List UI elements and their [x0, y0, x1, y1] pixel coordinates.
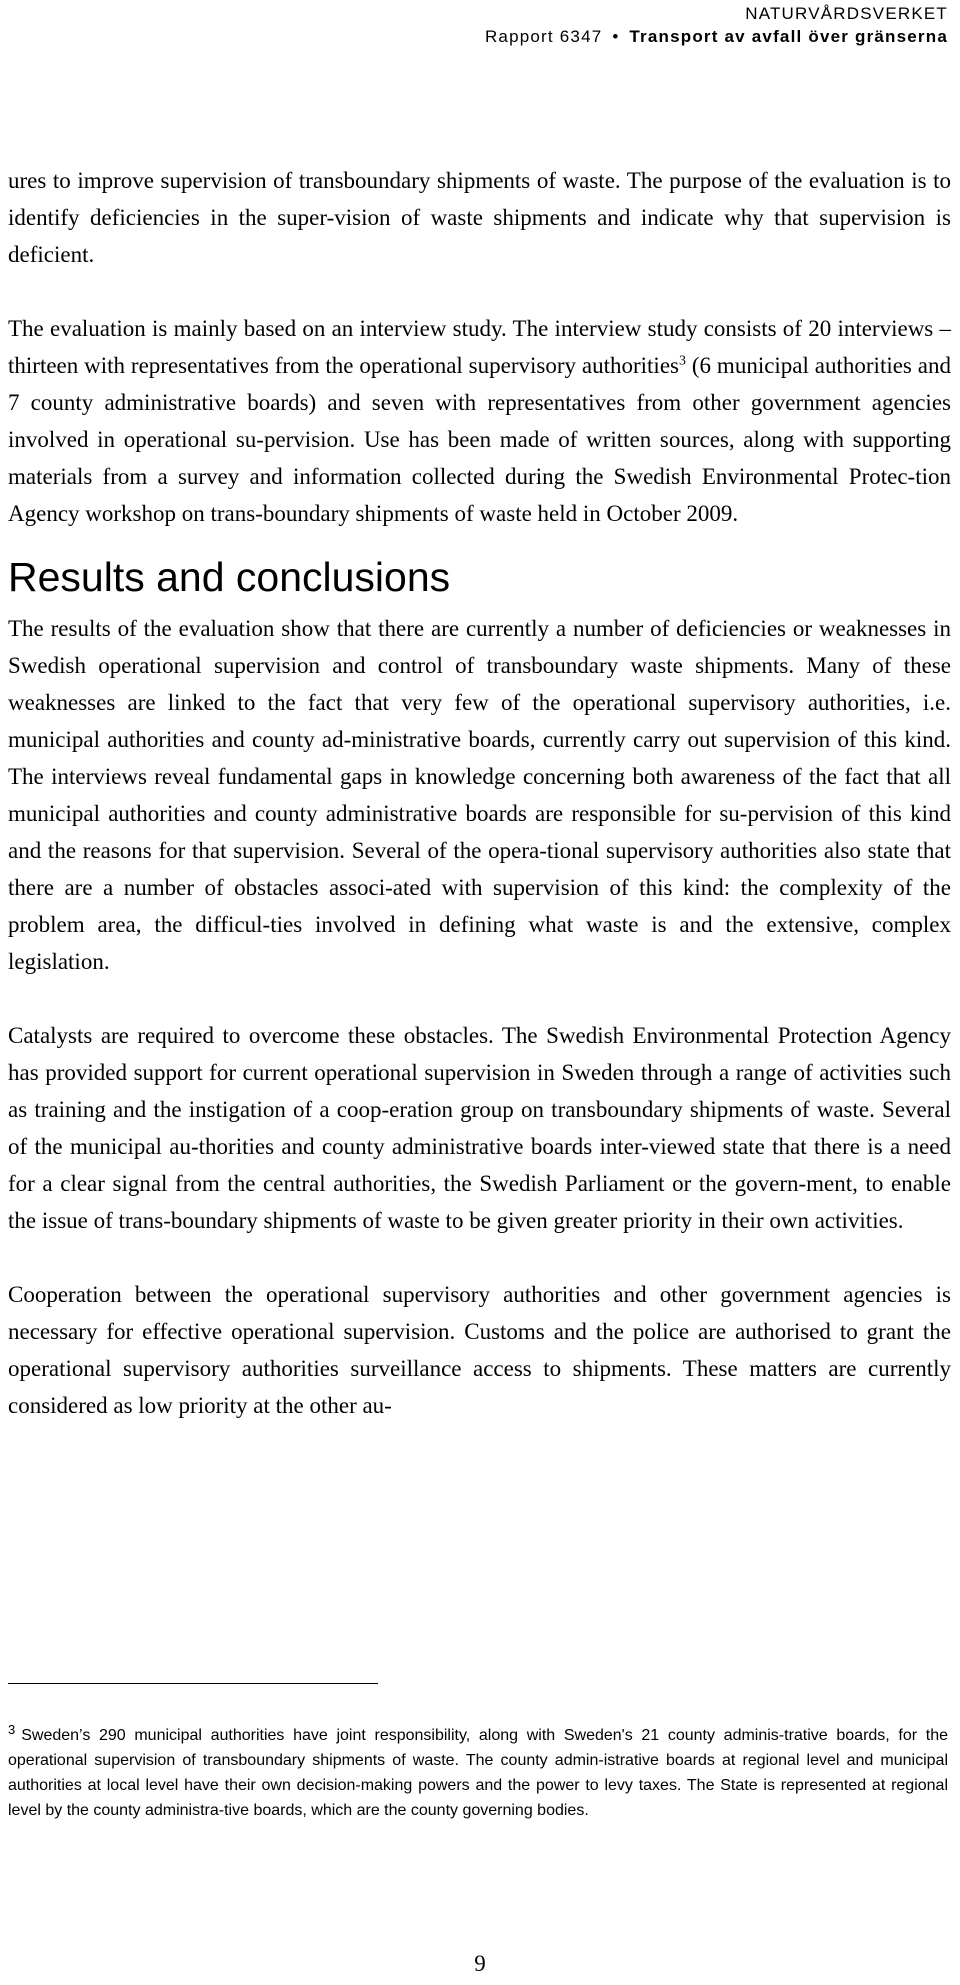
- running-header: [485, 2, 948, 48]
- header-report-number: Rapport 6347: [484, 27, 603, 46]
- footnote: [8, 1723, 948, 1823]
- footnote-text: Sweden’s 290 municipal authorities have joint responsibility, along with Sweden's 21 county adminis-trative boards, for the operational supervision of transboundary shipments of waste. The county admin-istrative boards at regional level and municipal authorities at local level have their own decision-making powers and the power to levy taxes. The State is represented at regional level by the county administra-tive boards, which are the county governing bodies.: [8, 1727, 948, 1819]
- paragraph-evaluation-method: [8, 310, 951, 532]
- footnote-divider: [8, 1683, 378, 1684]
- header-report-line: [485, 25, 948, 48]
- paragraph-results: The results of the evaluation show that there are currently a number of deficiencies or weaknesses in Swedish operational supervision and control of transboundary waste shipments. Many of these weaknesses are linked to the fact that very few of the operational supervisory authorities, i.e. municipal authorities and county ad-ministrative boards, currently carry out supervision of this kind. The interviews reveal fundamental gaps in knowledge concerning both awareness of the fact that all municipal authorities and county administrative boards are responsible for su-pervision of this kind and the reasons for that supervision. Several of the opera-tional supervisory authorities also state that there are a number of obstacles associ-ated with supervision of this kind: the complexity of the problem area, the difficul-ties involved in defining what waste is and the extensive, complex legislation.: [8, 616, 951, 974]
- paragraph-intro-continued: ures to improve supervision of transboundary shipments of waste. The purpose of the evaluation is to identify deficiencies in the super-vision of waste shipments and indicate why that supervision is deficient.: [8, 168, 951, 267]
- header-report-title: Transport av avfall över gränserna: [629, 27, 948, 46]
- section-heading: Results and conclusions: [8, 554, 451, 600]
- paragraph-evaluation-method-text-b: (6 municipal authorities and 7 county administrative boards) and seven with representatives from other government agencies involved in operational su-pervision. Use has been made of written sources, along with supporting materials from a survey and information collected during the Swedish Environmental Protec-tion Agency workshop on trans-boundary shipments of waste held in October 2009.: [8, 353, 951, 526]
- paragraph-cooperation: Cooperation between the operational supervisory authorities and other government agencies is necessary for effective operational supervision. Customs and the police are authorised to grant the operational supervisory authorities surveillance access to shipments. These matters are currently considered as low priority at the other au-: [8, 1282, 951, 1418]
- page-body: [8, 162, 951, 1424]
- paragraph-evaluation-method-text-a: The evaluation is mainly based on an interview study. The interview study consists of 20 interviews – thirteen with representatives from the operational supervisory authorities: [8, 316, 951, 378]
- footnote-number: 3: [8, 1722, 16, 1737]
- header-org: NATURVÅRDSVERKET: [745, 4, 948, 23]
- paragraph-catalysts: Catalysts are required to overcome these obstacles. The Swedish Environmental Protection Agency has provided support for current operational supervision in Sweden through a range of activities such as training and the instigation of a coop-eration group on transboundary shipments of waste. Several of the municipal au-thorities and county administrative boards inter-viewed state that there is a need for a clear signal from the central authorities, the Swedish Parliament or the govern-ment, to enable the issue of trans-boundary shipments of waste to be given greater priority in their own activities.: [8, 1023, 951, 1233]
- header-bullet: •: [612, 27, 620, 46]
- footnote-reference: 3: [678, 353, 686, 369]
- page-number: 9: [474, 1951, 486, 1976]
